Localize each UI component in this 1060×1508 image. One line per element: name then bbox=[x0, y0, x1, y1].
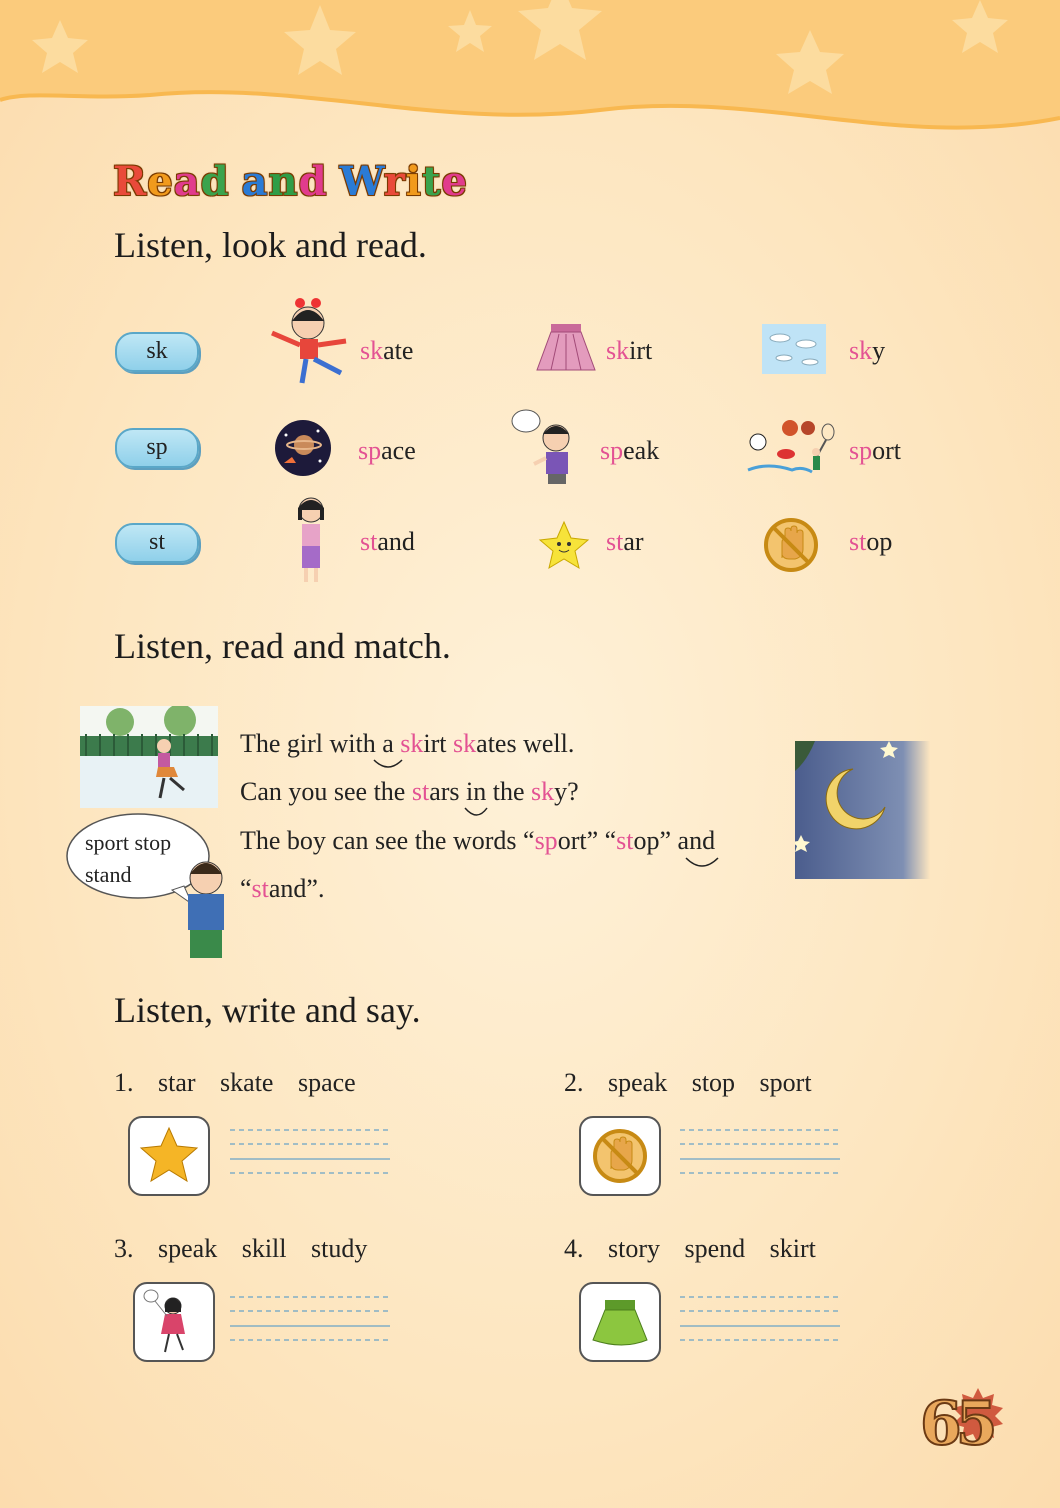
highlight-blend: sp bbox=[534, 826, 558, 855]
title-letter: i bbox=[405, 158, 422, 205]
word-blend: sk bbox=[606, 336, 630, 365]
word-blend: st bbox=[849, 527, 867, 556]
sentence-text: Can you see the bbox=[240, 777, 412, 806]
title-letter: e bbox=[441, 158, 468, 205]
sentence-text: irt bbox=[423, 729, 454, 758]
writing-lines-1[interactable] bbox=[230, 1127, 390, 1177]
word-rest: and bbox=[377, 527, 415, 556]
title-letter: e bbox=[147, 158, 174, 205]
highlight-blend: sk bbox=[531, 777, 555, 806]
word-rest: y bbox=[872, 336, 886, 365]
title-letter: r bbox=[383, 158, 406, 205]
liaison-arc-stars-in bbox=[461, 806, 491, 820]
highlight-blend: sk bbox=[400, 729, 424, 758]
word-rest: irt bbox=[629, 336, 653, 365]
writing-lines-3[interactable] bbox=[230, 1294, 390, 1344]
writing-lines-4[interactable] bbox=[680, 1294, 840, 1344]
exercise-4-label: 4. story spend skirt bbox=[564, 1234, 816, 1263]
title-letter: a bbox=[241, 158, 269, 205]
sentence-text: ars in the bbox=[429, 777, 531, 806]
girl-with-net-icon bbox=[135, 1284, 213, 1360]
sky-clouds-icon bbox=[762, 324, 826, 374]
writing-lines-2[interactable] bbox=[680, 1127, 840, 1177]
standing-girl-icon bbox=[290, 494, 332, 586]
word-blend: sp bbox=[358, 436, 382, 465]
word-skate bbox=[360, 336, 413, 366]
moon-night-sky-picture bbox=[795, 741, 930, 879]
blend-pill-sk: sk bbox=[115, 332, 199, 372]
highlight-blend: st bbox=[411, 777, 430, 806]
highlight-blend: st bbox=[616, 826, 634, 855]
word-rest: ort bbox=[872, 436, 902, 465]
sentence-text: The girl with a bbox=[240, 729, 401, 758]
word-rest: ace bbox=[381, 436, 416, 465]
word-blend: sk bbox=[849, 336, 873, 365]
blend-pill-sp: sp bbox=[115, 428, 199, 468]
part1-heading: Listen, look and read. bbox=[114, 225, 427, 265]
word-rest: ar bbox=[623, 527, 644, 556]
skirt-icon bbox=[535, 322, 597, 372]
word-space bbox=[358, 436, 416, 466]
sentence-text: ates well. bbox=[476, 729, 575, 758]
liaison-arc-with-a bbox=[370, 758, 410, 772]
blend-pill-st: st bbox=[115, 523, 199, 563]
skating-scene-picture bbox=[80, 706, 218, 808]
word-star bbox=[606, 527, 644, 557]
word-blend: st bbox=[606, 527, 624, 556]
title-letter: d bbox=[200, 158, 230, 205]
title-letter: n bbox=[268, 158, 299, 205]
exercise-1-label: 1. star skate space bbox=[114, 1068, 356, 1097]
speaking-boy-icon bbox=[510, 408, 580, 486]
word-rest: eak bbox=[623, 436, 660, 465]
word-sport bbox=[849, 436, 901, 466]
star-icon bbox=[130, 1118, 208, 1194]
highlight-blend: st bbox=[251, 874, 269, 903]
page-number-badge bbox=[916, 1384, 1011, 1454]
exercise-1-picture bbox=[128, 1116, 210, 1196]
match-sentence-3 bbox=[240, 826, 715, 856]
part2-heading: Listen, read and match. bbox=[114, 626, 451, 666]
skating-girl-icon bbox=[266, 293, 356, 388]
top-banner-decoration bbox=[0, 0, 1060, 150]
exercise-3-picture bbox=[133, 1282, 215, 1362]
page-number: 65 bbox=[920, 1389, 992, 1454]
sentence-text: “ bbox=[240, 874, 252, 903]
exercise-3-label: 3. speak skill study bbox=[114, 1234, 368, 1263]
title-write bbox=[340, 158, 468, 205]
word-sky bbox=[849, 336, 885, 366]
exercise-2-picture bbox=[579, 1116, 661, 1196]
section-title bbox=[113, 158, 480, 205]
sentence-text: op” and bbox=[633, 826, 716, 855]
title-letter: W bbox=[339, 158, 384, 205]
liaison-arc-stop-and bbox=[682, 856, 722, 872]
green-skirt-icon bbox=[581, 1284, 659, 1360]
word-stop bbox=[849, 527, 892, 557]
title-letter: R bbox=[113, 158, 148, 205]
title-and bbox=[242, 158, 328, 205]
stop-hand-icon bbox=[762, 516, 820, 574]
title-read bbox=[113, 158, 230, 205]
word-rest: ate bbox=[383, 336, 414, 365]
word-blend: sp bbox=[600, 436, 624, 465]
part3-heading: Listen, write and say. bbox=[114, 990, 421, 1030]
word-blend: sk bbox=[360, 336, 384, 365]
star-icon bbox=[537, 520, 591, 572]
sentence-text: y? bbox=[554, 777, 579, 806]
title-letter: d bbox=[298, 158, 328, 205]
sentence-text: The boy can see the words “ bbox=[240, 826, 535, 855]
word-blend: st bbox=[360, 527, 378, 556]
word-skirt bbox=[606, 336, 652, 366]
speech-bubble-line-1: sport stop bbox=[85, 830, 172, 855]
sentence-text: ort” “ bbox=[557, 826, 617, 855]
speech-bubble-line-2: stand bbox=[85, 862, 132, 887]
match-sentence-1 bbox=[240, 729, 574, 759]
word-speak bbox=[600, 436, 659, 466]
match-sentence-2 bbox=[240, 777, 579, 807]
highlight-blend: sk bbox=[453, 729, 477, 758]
title-letter: a bbox=[173, 158, 201, 205]
sports-balls-icon bbox=[746, 418, 838, 478]
match-sentence-4 bbox=[240, 874, 324, 904]
word-blend: sp bbox=[849, 436, 873, 465]
space-planet-icon bbox=[274, 419, 332, 477]
sentence-text: and”. bbox=[268, 874, 325, 903]
word-rest: op bbox=[866, 527, 893, 556]
exercise-4-picture bbox=[579, 1282, 661, 1362]
word-stand bbox=[360, 527, 415, 557]
exercise-2-label: 2. speak stop sport bbox=[564, 1068, 812, 1097]
stop-hand-icon bbox=[581, 1118, 659, 1194]
title-letter: t bbox=[421, 158, 442, 205]
